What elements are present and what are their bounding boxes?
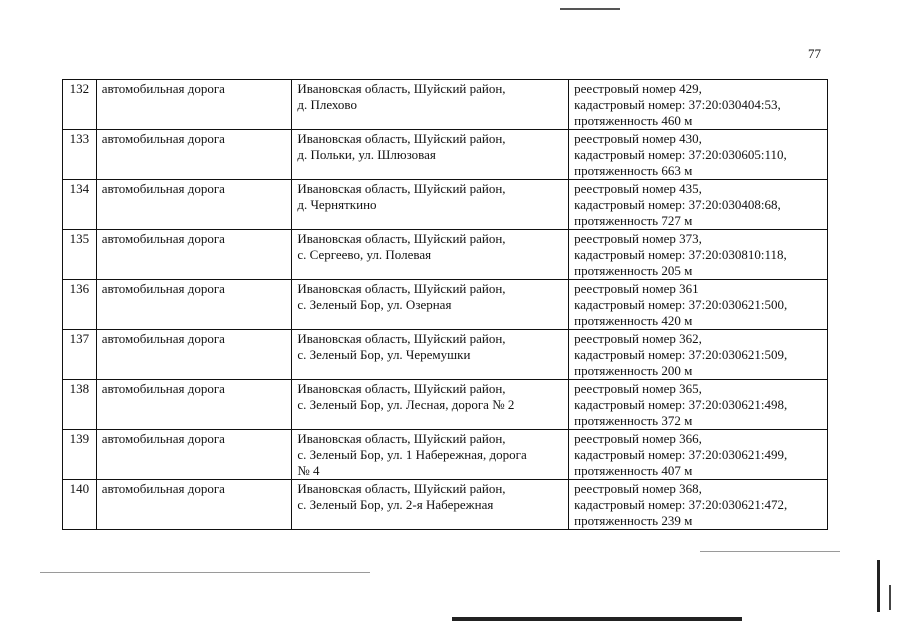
- registry-info-cell: [569, 280, 828, 330]
- address-line: с. Сергеево, ул. Полевая: [297, 247, 432, 262]
- scan-artifact-faint: [40, 572, 370, 573]
- object-type: автомобильная дорога: [96, 230, 292, 280]
- registry-info-cell: [569, 480, 828, 530]
- address-cell: [292, 430, 569, 480]
- object-type: автомобильная дорога: [96, 480, 292, 530]
- registry-info-cell: [569, 230, 828, 280]
- object-type: автомобильная дорога: [96, 430, 292, 480]
- object-type: автомобильная дорога: [96, 80, 292, 130]
- address-cell: [292, 230, 569, 280]
- registry-info-line: протяженность 727 м: [574, 213, 693, 228]
- registry-info-line: кадастровый номер: 37:20:030404:53,: [574, 97, 781, 112]
- row-number: 140: [63, 480, 97, 530]
- address-cell: [292, 330, 569, 380]
- row-number: 133: [63, 130, 97, 180]
- address-cell: [292, 380, 569, 430]
- scan-artifact-right: [889, 585, 891, 610]
- table-row: [63, 430, 828, 480]
- object-type: автомобильная дорога: [96, 130, 292, 180]
- row-number: 139: [63, 430, 97, 480]
- scan-artifact-top: [560, 8, 620, 10]
- address-line: д. Черняткино: [297, 197, 377, 212]
- object-type: автомобильная дорога: [96, 380, 292, 430]
- table-row: [63, 330, 828, 380]
- roads-table: [62, 79, 828, 530]
- registry-info-line: протяженность 407 м: [574, 463, 693, 478]
- row-number: 135: [63, 230, 97, 280]
- registry-info-line: кадастровый номер: 37:20:030605:110,: [574, 147, 787, 162]
- registry-info-line: реестровый номер 430,: [574, 131, 702, 146]
- registry-info-line: протяженность 239 м: [574, 513, 693, 528]
- address-line: д. Плехово: [297, 97, 357, 112]
- object-type: автомобильная дорога: [96, 330, 292, 380]
- registry-info-line: кадастровый номер: 37:20:030621:498,: [574, 397, 788, 412]
- row-number: 137: [63, 330, 97, 380]
- page-number: 77: [808, 46, 821, 61]
- table-row: [63, 280, 828, 330]
- address-line: Ивановская область, Шуйский район,: [297, 81, 506, 96]
- address-cell: [292, 280, 569, 330]
- registry-info-line: реестровый номер 365,: [574, 381, 702, 396]
- registry-info-line: реестровый номер 366,: [574, 431, 702, 446]
- registry-info-line: кадастровый номер: 37:20:030621:472,: [574, 497, 788, 512]
- object-type: автомобильная дорога: [96, 180, 292, 230]
- registry-info-line: реестровый номер 435,: [574, 181, 702, 196]
- address-cell: [292, 480, 569, 530]
- registry-info-line: протяженность 200 м: [574, 363, 693, 378]
- row-number: 136: [63, 280, 97, 330]
- address-cell: [292, 180, 569, 230]
- registry-info-line: протяженность 420 м: [574, 313, 693, 328]
- registry-info-cell: [569, 80, 828, 130]
- address-line: Ивановская область, Шуйский район,: [297, 181, 506, 196]
- address-line: Ивановская область, Шуйский район,: [297, 131, 506, 146]
- address-cell: [292, 130, 569, 180]
- registry-info-cell: [569, 380, 828, 430]
- address-line: Ивановская область, Шуйский район,: [297, 231, 506, 246]
- address-line: д. Польки, ул. Шлюзовая: [297, 147, 436, 162]
- table-row: [63, 480, 828, 530]
- registry-info-line: протяженность 460 м: [574, 113, 693, 128]
- registry-info-line: протяженность 205 м: [574, 263, 693, 278]
- scan-artifact-right: [877, 560, 880, 612]
- address-line: с. Зеленый Бор, ул. 1 Набережная, дорога: [297, 447, 527, 462]
- object-type: автомобильная дорога: [96, 280, 292, 330]
- registry-info-line: реестровый номер 368,: [574, 481, 702, 496]
- registry-info-line: протяженность 663 м: [574, 163, 693, 178]
- table-row: [63, 80, 828, 130]
- address-line: с. Зеленый Бор, ул. Черемушки: [297, 347, 471, 362]
- address-line: с. Зеленый Бор, ул. Лесная, дорога № 2: [297, 397, 515, 412]
- address-line: № 4: [297, 463, 320, 478]
- row-number: 134: [63, 180, 97, 230]
- address-cell: [292, 80, 569, 130]
- registry-info-line: кадастровый номер: 37:20:030810:118,: [574, 247, 787, 262]
- registry-info-line: реестровый номер 362,: [574, 331, 702, 346]
- registry-info-cell: [569, 180, 828, 230]
- scan-artifact-bottom: [452, 617, 742, 621]
- registry-info-line: реестровый номер 429,: [574, 81, 702, 96]
- address-line: Ивановская область, Шуйский район,: [297, 481, 506, 496]
- registry-info-line: кадастровый номер: 37:20:030621:509,: [574, 347, 788, 362]
- row-number: 132: [63, 80, 97, 130]
- table-row: [63, 180, 828, 230]
- address-line: Ивановская область, Шуйский район,: [297, 381, 506, 396]
- registry-info-line: протяженность 372 м: [574, 413, 693, 428]
- address-line: с. Зеленый Бор, ул. Озерная: [297, 297, 452, 312]
- registry-info-line: кадастровый номер: 37:20:030621:500,: [574, 297, 788, 312]
- registry-info-cell: [569, 430, 828, 480]
- address-line: Ивановская область, Шуйский район,: [297, 331, 506, 346]
- registry-info-line: кадастровый номер: 37:20:030621:499,: [574, 447, 788, 462]
- table-row: [63, 130, 828, 180]
- registry-info-line: реестровый номер 373,: [574, 231, 702, 246]
- registry-info-cell: [569, 330, 828, 380]
- table-row: [63, 380, 828, 430]
- registry-info-line: реестровый номер 361: [574, 281, 699, 296]
- address-line: Ивановская область, Шуйский район,: [297, 431, 506, 446]
- scan-artifact-faint: [700, 551, 840, 552]
- table-body: [63, 80, 828, 530]
- address-line: Ивановская область, Шуйский район,: [297, 281, 506, 296]
- address-line: с. Зеленый Бор, ул. 2-я Набережная: [297, 497, 494, 512]
- row-number: 138: [63, 380, 97, 430]
- table-row: [63, 230, 828, 280]
- registry-info-cell: [569, 130, 828, 180]
- registry-info-line: кадастровый номер: 37:20:030408:68,: [574, 197, 781, 212]
